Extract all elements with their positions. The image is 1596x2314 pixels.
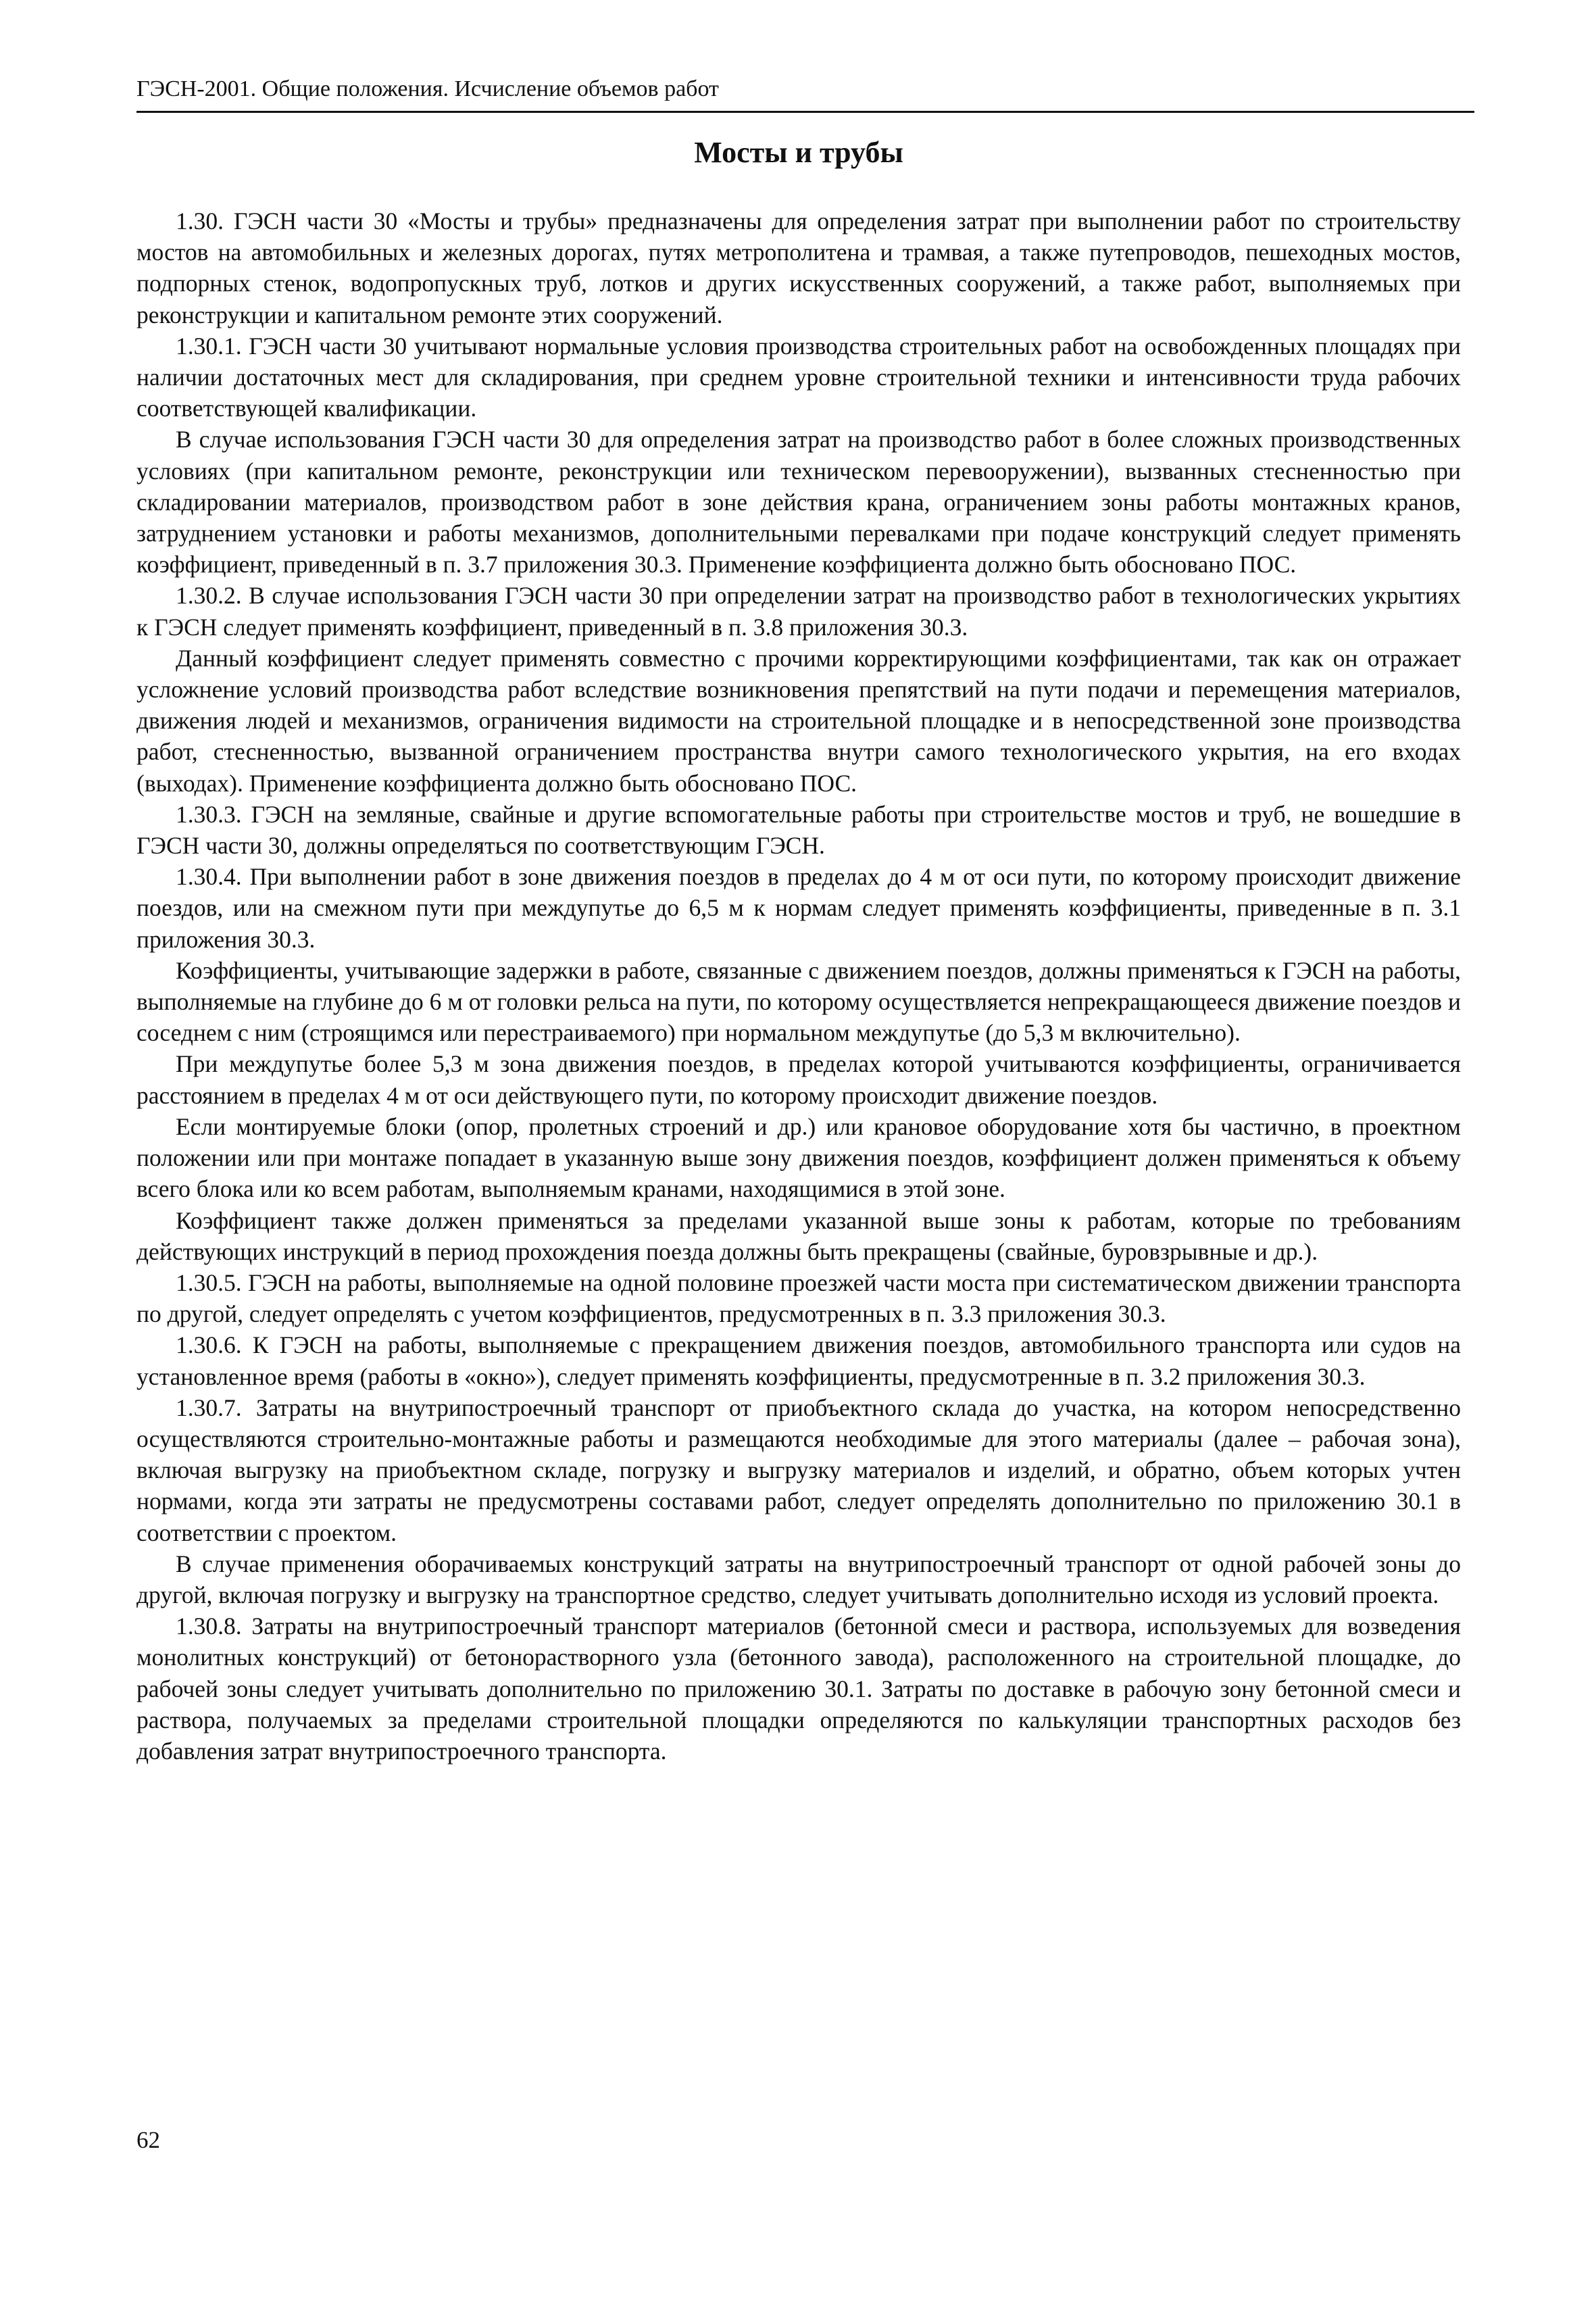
- paragraph-1-30-3: 1.30.3. ГЭСН на земляные, свайные и другие вспомогательные работы при строительстве мостов и труб, не вошедшие в ГЭСН части 30, должны определяться по соответствующим ГЭСН.: [136, 800, 1461, 860]
- page-number: 62: [136, 2127, 160, 2153]
- paragraph-1-30: 1.30. ГЭСН части 30 «Мосты и трубы» предназначены для определения затрат при выполнении работ по строительству мостов на автомобильных и железных дорогах, путях метрополитена и трамвая, а также путепроводов, пешеходных мостов, подпорных стенок, водопропускных труб, лотков и других искусственных сооружений, а также работ, выполняемых при реконструкции и капитальном ремонте этих сооружений.: [136, 207, 1461, 328]
- paragraph-1-30-1: 1.30.1. ГЭСН части 30 учитывают нормальные условия производства строительных работ на освобожденных площадях при наличии достаточных мест для складирования, при среднем уровне строительной техники и интенсивности труда рабочих соответствующей квалификации.: [136, 332, 1461, 422]
- paragraph-1-30-7: 1.30.7. Затраты на внутрипостроечный транспорт от приобъектного склада до участка, на котором непосредственно осуществляются строительно-монтажные работы и размещаются необходимые для этого материалы (далее – рабочая зона), включая выгрузку на приобъектном складе, погрузку и выгрузку материалов и изделий, и обратно, объем которых учтен нормами, когда эти затраты не предусмотрены составами работ, следует определять дополнительно по приложению 30.1 в соответствии с проектом.: [136, 1394, 1461, 1546]
- paragraph: Коэффициенты, учитывающие задержки в работе, связанные с движением поездов, должны применяться к ГЭСН на работы, выполняемые на глубине до 6 м от головки рельса на пути, по которому осуществляется непрекращающееся движение поездов и соседнем с ним (строящимся или перестраиваемого) при нормальном междупутье (до 5,3 м включительно).: [136, 956, 1461, 1047]
- paragraph: Данный коэффициент следует применять совместно с прочими корректирующими коэффициентами, так как он отражает усложнение условий производства работ вследствие возникновения препятствий на пути подачи и перемещения материалов, движения людей и механизмов, ограничения видимости на строительной площадке и в непосредственной зоне производства работ, стесненностью, вызванной ограничением пространства внутри самого технологического укрытия, на его входах (выходах). Применение коэффициента должно быть обосновано ПОС.: [136, 644, 1461, 797]
- paragraph-1-30-4: 1.30.4. При выполнении работ в зоне движения поездов в пределах до 4 м от оси пути, по которому происходит движение поездов, или на смежном пути при междупутье до 6,5 м к нормам следует применять коэффициенты, приведенные в п. 3.1 приложения 30.3.: [136, 863, 1461, 953]
- paragraph: Коэффициент также должен применяться за пределами указанной выше зоны к работам, которые по требованиям действующих инструкций в период прохождения поезда должны быть прекращены (свайные, буровзрывные и др.).: [136, 1206, 1461, 1265]
- paragraph: В случае применения оборачиваемых конструкций затраты на внутрипостроечный транспорт от одной рабочей зоны до другой, включая погрузку и выгрузку на транспортное средство, следует учитывать дополнительно исходя из условий проекта.: [136, 1550, 1461, 1608]
- header-rule: [136, 111, 1474, 113]
- section-title: Мосты и трубы: [694, 136, 903, 169]
- paragraph: Если монтируемые блоки (опор, пролетных строений и др.) или крановое оборудование хотя бы частично, в проектном положении или при монтаже попадает в указанную выше зону движения поездов, коэффициент должен применяться к объему всего блока или ко всем работам, выполняемым кранами, находящимися в этой зоне.: [136, 1112, 1461, 1203]
- paragraph: В случае использования ГЭСН части 30 для определения затрат на производство работ в более сложных производственных условиях (при капитальном ремонте, реконструкции или техническом перевооружении), вызванных стесненностью при складировании материалов, производством работ в зоне действия крана, ограничением зоны работы монтажных кранов, затруднением установки и работы механизмов, дополнительными перевалками при подаче конструкций следует применять коэффициент, приведенный в п. 3.7 приложения 30.3. Применение коэффициента должно быть обосновано ПОС.: [136, 426, 1461, 578]
- paragraph-1-30-6: 1.30.6. К ГЭСН на работы, выполняемые с прекращением движения поездов, автомобильного транспорта или судов на установленное время (работы в «окно»), следует применять коэффициенты, предусмотренные в п. 3.2 приложения 30.3.: [136, 1331, 1461, 1390]
- paragraph-1-30-5: 1.30.5. ГЭСН на работы, выполняемые на одной половине проезжей части моста при систематическом движении транспорта по другой, следует определять с учетом коэффициентов, предусмотренных в п. 3.3 приложения 30.3.: [136, 1269, 1461, 1328]
- paragraph-1-30-8: 1.30.8. Затраты на внутрипостроечный транспорт материалов (бетонной смеси и раствора, используемых для возведения монолитных конструкций) от бетонорастворного узла (бетонного завода), расположенного на строительной площадке, до рабочей зоны следует учитывать дополнительно по приложению 30.1. Затраты по доставке в рабочую зону бетонной смеси и раствора, получаемых за пределами строительной площадки определяются по калькуляции транспортных расходов без добавления затрат внутрипостроечного транспорта.: [136, 1613, 1461, 1765]
- body-text: [136, 205, 1461, 1767]
- paragraph-1-30-2: 1.30.2. В случае использования ГЭСН части 30 при определении затрат на производство работ в технологических укрытиях к ГЭСН следует применять коэффициент, приведенный в п. 3.8 приложения 30.3.: [136, 582, 1461, 641]
- paragraph: При междупутье более 5,3 м зона движения поездов, в пределах которой учитываются коэффициенты, ограничивается расстоянием в пределах 4 м от оси действующего пути, по которому происходит движение поездов.: [136, 1050, 1461, 1109]
- running-header: ГЭСН-2001. Общие положения. Исчисление объемов работ: [136, 76, 719, 101]
